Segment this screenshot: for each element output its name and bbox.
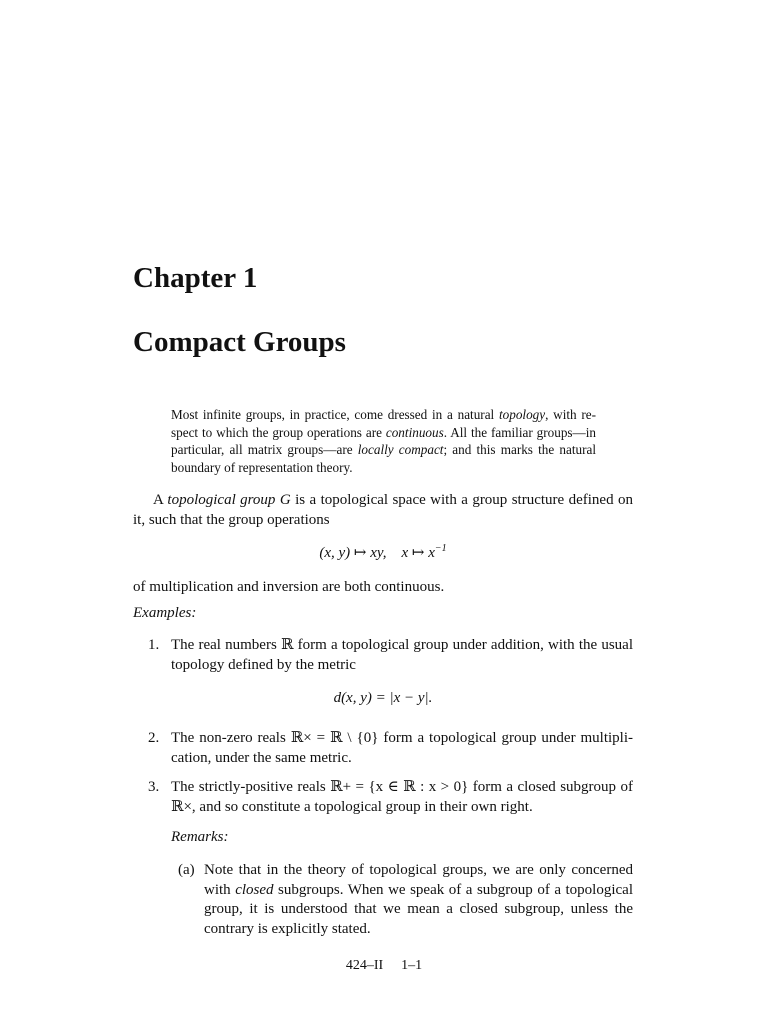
example-item: The real numbers ℝ form a topological group under addition, with the usual topology defined by the metric <box>171 637 633 673</box>
examples-heading: Examples: <box>133 605 197 621</box>
remark-item <box>204 861 633 939</box>
example-number: 2. <box>148 730 160 746</box>
page-footer <box>0 958 768 974</box>
group-operations-equation <box>133 543 633 563</box>
abstract-text: , with re-spect to which the group operations are <box>171 407 596 440</box>
example-number: 1. <box>148 637 160 653</box>
abstract-text: . All the familiar groups—in particular, all matrix groups—are <box>171 424 596 458</box>
equation-exponent: −1 <box>434 543 447 554</box>
footer-course-code: 424–II <box>345 958 384 973</box>
chapter-number: Chapter 1 <box>133 262 258 294</box>
definition-paragraph <box>133 491 633 530</box>
abstract-emphasis: locally compact <box>357 442 444 458</box>
remark-text: subgroups. When we speak of a subgroup of a topological group, it is understood that we mean a closed subgroup, unless the contrary is explicitly stated. <box>204 881 634 937</box>
example-item: The non-zero reals ℝ× = ℝ \ {0} form a topological group under multipli-cation, under the same metric. <box>171 730 633 766</box>
metric-equation: d(x, y) = |x − y|. <box>333 690 433 706</box>
abstract-emphasis: topology <box>498 407 546 422</box>
definition-variable: G <box>275 492 291 508</box>
continuity-sentence: of multiplication and inversion are both continuous. <box>133 579 445 595</box>
remark-number: (a) <box>178 862 195 878</box>
remark-emphasis: closed <box>235 881 274 898</box>
chapter-abstract <box>171 406 596 476</box>
equation-inversion: x ↦ x <box>401 545 435 561</box>
abstract-emphasis: continuous <box>385 424 444 440</box>
remark-text: Note that in the theory of topological groups, we are only concerned with <box>204 862 633 898</box>
abstract-text: ; and this marks the natural boundary of representation theory. <box>171 442 596 475</box>
example-number: 3. <box>148 779 160 795</box>
remarks-heading: Remarks: <box>171 829 229 845</box>
chapter-title: Compact Groups <box>133 326 346 358</box>
abstract-text: Most infinite groups, in practice, come dressed in a natural <box>171 407 499 422</box>
definition-text: A <box>153 492 168 508</box>
equation-multiplication: (x, y) ↦ xy, <box>319 545 387 561</box>
example-item: The strictly-positive reals ℝ+ = {x ∈ ℝ : x > 0} form a closed subgroup of ℝ×, and so constitute a topological group in their own right. <box>171 779 633 815</box>
definition-term: topological group <box>167 492 276 508</box>
definition-text: is a topological space with a group structure defined on it, such that the group operations <box>133 492 633 528</box>
footer-page-number: 1–1 <box>401 958 423 973</box>
